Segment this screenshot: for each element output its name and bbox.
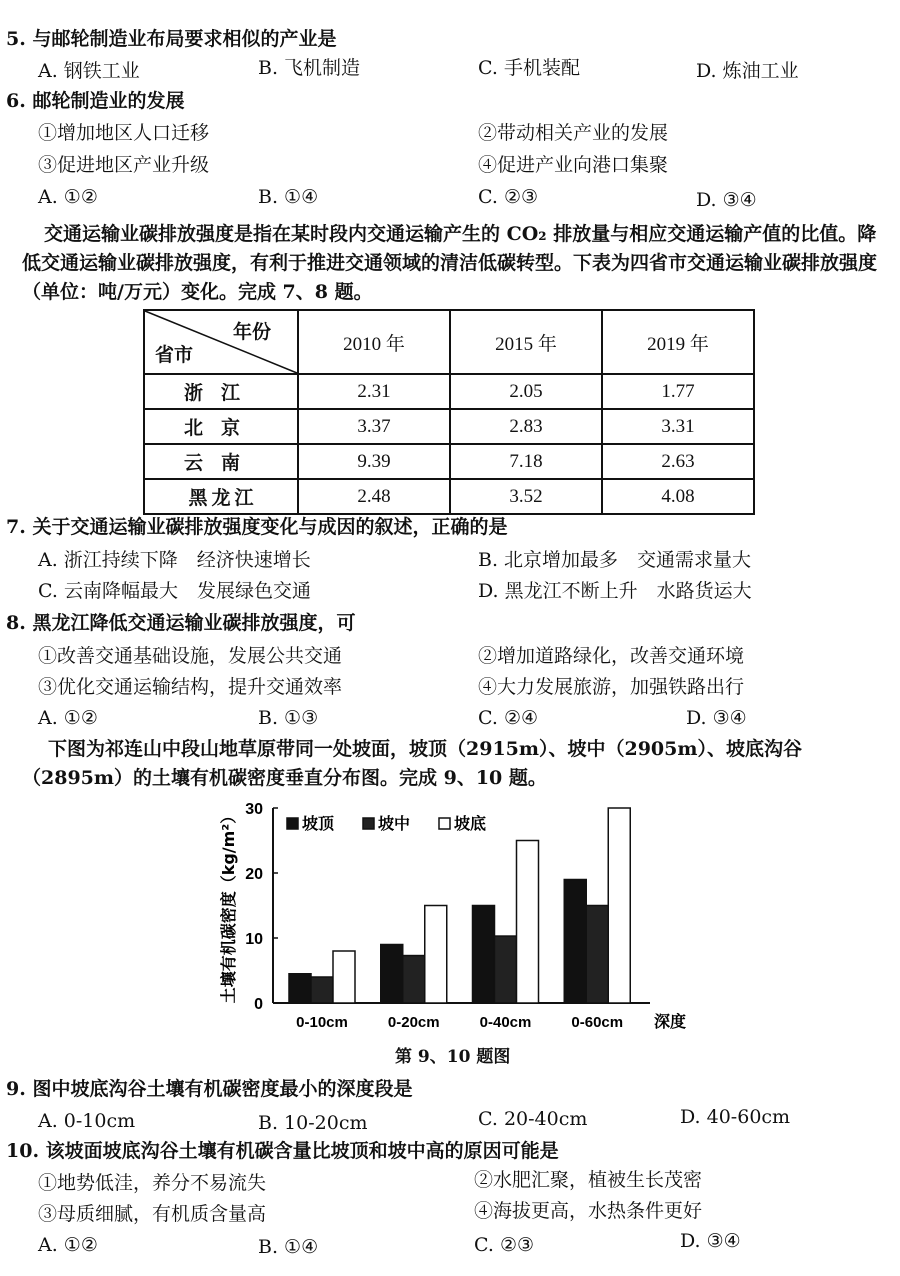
chart-caption: 第 9、10 题图 xyxy=(395,1047,511,1067)
q8-option-b: B. ①③ xyxy=(258,707,319,729)
value-cell: 7.18 xyxy=(450,444,602,479)
corner-province-label: 省市 xyxy=(155,345,194,366)
q6-option-c: C. ②③ xyxy=(478,186,539,208)
q8-option-c: C. ②④ xyxy=(478,707,539,729)
q10-option-d: D. ③④ xyxy=(680,1230,741,1252)
value-cell: 9.39 xyxy=(298,444,450,479)
q8-item-2: ②增加道路绿化，改善交通环境 xyxy=(478,645,745,667)
legend-swatch-坡底 xyxy=(439,818,450,829)
table-header-row xyxy=(144,310,754,374)
q7-option-d: D. 黑龙江不断上升 水路货运大 xyxy=(478,580,752,602)
bar-坡底-0-20cm xyxy=(425,906,447,1004)
province-cell: 浙江 xyxy=(144,374,298,409)
value-cell: 4.08 xyxy=(602,479,754,514)
province-cell: 北京 xyxy=(144,409,298,444)
q5-option-c: C. 手机装配 xyxy=(478,57,580,79)
q6-item-1: ①增加地区人口迁移 xyxy=(38,122,210,144)
q9-option-b: B. 10-20cm xyxy=(258,1112,368,1134)
province-cell: 云南 xyxy=(144,444,298,479)
corner-year-label: 年份 xyxy=(232,322,271,343)
value-cell: 3.37 xyxy=(298,409,450,444)
soil-carbon-bar-chart xyxy=(210,796,687,1036)
q6-option-d: D. ③④ xyxy=(696,189,757,211)
q7-option-a: A. 浙江持续下降 经济快速增长 xyxy=(38,549,311,571)
value-cell: 2.31 xyxy=(298,374,450,409)
q9-stem: 9. 图中坡底沟谷土壤有机碳密度最小的深度段是 xyxy=(6,1078,413,1100)
value-cell: 1.77 xyxy=(602,374,754,409)
bar-坡中-0-20cm xyxy=(403,956,425,1003)
province-cell: 黑龙江 xyxy=(144,479,298,514)
bar-坡顶-0-10cm xyxy=(289,974,311,1003)
q10-option-b: B. ①④ xyxy=(258,1236,319,1258)
q10-item-4: ④海拔更高，水热条件更好 xyxy=(474,1200,703,1222)
x-axis-label: 深度 xyxy=(654,1012,687,1031)
legend-label-坡顶: 坡顶 xyxy=(302,814,335,833)
legend-swatch-坡顶 xyxy=(287,818,298,829)
y-tick-label: 10 xyxy=(245,931,263,948)
q8-item-4: ④大力发展旅游，加强铁路出行 xyxy=(478,676,745,698)
q7-option-c: C. 云南降幅最大 发展绿色交通 xyxy=(38,580,311,602)
header-year-2019: 2019 年 xyxy=(602,310,754,374)
q10-option-c: C. ②③ xyxy=(474,1234,535,1256)
bar-坡顶-0-60cm xyxy=(564,880,586,1004)
table-row xyxy=(144,409,754,444)
q5-option-a: A. 钢铁工业 xyxy=(38,60,140,82)
q9-option-d: D. 40-60cm xyxy=(680,1106,791,1128)
q10-stem: 10. 该坡面坡底沟谷土壤有机碳含量比坡顶和坡中高的原因可能是 xyxy=(6,1140,559,1162)
x-tick-label: 0-20cm xyxy=(387,1014,440,1031)
header-year-2015: 2015 年 xyxy=(450,310,602,374)
q6-item-3: ③促进地区产业升级 xyxy=(38,154,210,176)
q10-option-a: A. ①② xyxy=(38,1234,98,1256)
q10-item-2: ②水肥汇聚，植被生长茂密 xyxy=(474,1169,703,1191)
q5-option-b: B. 飞机制造 xyxy=(258,57,361,79)
q6-option-a: A. ①② xyxy=(38,186,98,208)
bar-坡中-0-10cm xyxy=(311,977,333,1003)
q8-option-a: A. ①② xyxy=(38,707,98,729)
bar-坡顶-0-20cm xyxy=(381,945,403,1004)
passage-carbon-intensity: 交通运输业碳排放强度是指在某时段内交通运输产生的 CO₂ 排放量与相应交通运输产值的比值。降低交通运输业碳排放强度，有利于推进交通领域的清洁低碳转型。下表为四省市交通运输业碳排放强度（单位：吨/万元）变化。完成 7、8 题。 xyxy=(22,223,878,303)
value-cell: 2.63 xyxy=(602,444,754,479)
bar-坡顶-0-40cm xyxy=(473,906,495,1004)
q5-stem: 5. 与邮轮制造业布局要求相似的产业是 xyxy=(6,28,337,50)
x-tick-label: 0-60cm xyxy=(571,1014,624,1031)
passage-soil-carbon: 下图为祁连山中段山地草原带同一处坡面，坡顶（2915m）、坡中（2905m）、坡底沟谷（2895m）的土壤有机碳密度垂直分布图。完成 9、10 题。 xyxy=(22,738,802,789)
q10-item-1: ①地势低洼，养分不易流失 xyxy=(38,1172,267,1194)
q8-option-d: D. ③④ xyxy=(686,707,747,729)
bar-坡底-0-10cm xyxy=(333,951,355,1003)
table-row xyxy=(144,444,754,479)
header-year-2010: 2010 年 xyxy=(298,310,450,374)
bar-坡底-0-40cm xyxy=(517,841,539,1004)
q6-option-b: B. ①④ xyxy=(258,186,319,208)
carbon-intensity-table xyxy=(143,309,755,515)
y-axis-label: 土壤有机碳密度（kg/m²） xyxy=(219,807,238,1004)
y-tick-label: 20 xyxy=(245,866,263,883)
value-cell: 3.52 xyxy=(450,479,602,514)
q5-option-d: D. 炼油工业 xyxy=(696,60,799,82)
q6-stem: 6. 邮轮制造业的发展 xyxy=(6,90,185,112)
value-cell: 2.83 xyxy=(450,409,602,444)
q6-item-4: ④促进产业向港口集聚 xyxy=(478,154,669,176)
value-cell: 2.05 xyxy=(450,374,602,409)
q9-option-a: A. 0-10cm xyxy=(38,1110,136,1132)
y-tick-label: 0 xyxy=(254,996,263,1013)
value-cell: 3.31 xyxy=(602,409,754,444)
q6-item-2: ②带动相关产业的发展 xyxy=(478,122,669,144)
value-cell: 2.48 xyxy=(298,479,450,514)
legend-swatch-坡中 xyxy=(363,818,374,829)
legend-label-坡底: 坡底 xyxy=(454,814,487,833)
q10-item-3: ③母质细腻，有机质含量高 xyxy=(38,1203,267,1225)
legend-label-坡中: 坡中 xyxy=(378,814,411,833)
q7-option-b: B. 北京增加最多 交通需求量大 xyxy=(478,549,752,571)
q8-item-1: ①改善交通基础设施，发展公共交通 xyxy=(38,645,343,667)
bar-坡中-0-40cm xyxy=(495,936,517,1003)
table-row xyxy=(144,479,754,514)
bar-坡中-0-60cm xyxy=(586,906,608,1004)
table-row xyxy=(144,374,754,409)
q7-stem: 7. 关于交通运输业碳排放强度变化与成因的叙述，正确的是 xyxy=(6,516,508,538)
table-corner-cell xyxy=(144,310,298,374)
q8-item-3: ③优化交通运输结构，提升交通效率 xyxy=(38,676,343,698)
q8-stem: 8. 黑龙江降低交通运输业碳排放强度，可 xyxy=(6,612,356,634)
x-tick-label: 0-40cm xyxy=(479,1014,532,1031)
q9-option-c: C. 20-40cm xyxy=(478,1108,588,1130)
x-tick-label: 0-10cm xyxy=(296,1014,348,1031)
bar-坡底-0-60cm xyxy=(608,808,630,1003)
y-tick-label: 30 xyxy=(245,801,263,818)
